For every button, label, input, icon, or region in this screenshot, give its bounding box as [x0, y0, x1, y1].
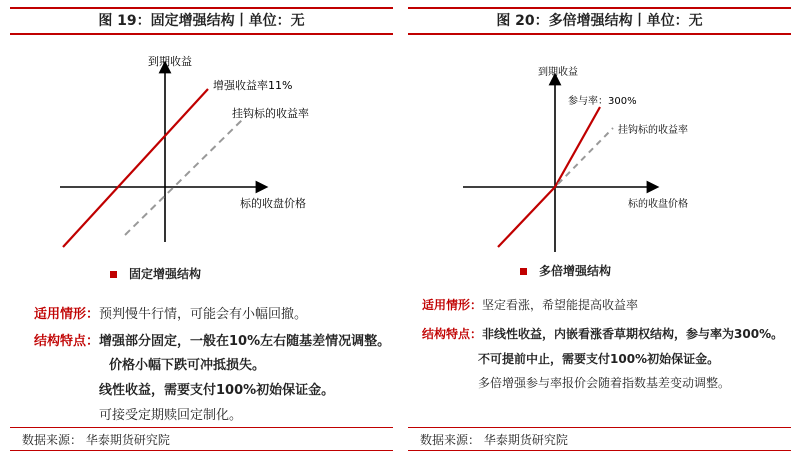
data-source: 数据来源： 华泰期货研究院	[408, 427, 791, 451]
underlying-return-line	[558, 128, 613, 184]
feature-item: 价格小幅下跌可冲抵损失。	[109, 358, 266, 373]
scenario-label: 适用情形：	[422, 298, 483, 312]
legend: 多倍增强结构	[520, 262, 611, 279]
scenario-text: 坚定看涨，希望能提高收益率	[482, 298, 639, 312]
diagram-fixed-enhancement	[10, 37, 393, 277]
legend-square-icon	[520, 268, 527, 275]
scenario-text: 预判慢牛行情，可能会有小幅回撤。	[99, 307, 308, 322]
underlying-return-label: 挂钩标的收益率	[232, 107, 309, 120]
features-label: 结构特点：	[34, 334, 100, 349]
feature-item: 可接受定期赎回定制化。	[99, 408, 243, 423]
legend: 固定增强结构	[110, 265, 201, 282]
participation-rate-label: 参与率：300%	[568, 96, 637, 107]
x-axis-label: 标的收盘价格	[240, 197, 306, 210]
x-axis-label: 标的收盘价格	[628, 199, 688, 210]
scenario-row	[34, 303, 307, 322]
y-axis-label: 到期收益	[148, 55, 192, 68]
feature-item: 多倍增强参与率报价会随着指数基差变动调整。	[478, 376, 731, 390]
feature-item: 不可提前中止，需要支付100%初始保证金。	[478, 352, 720, 366]
figure-title: 图 19：固定增强结构丨单位：无	[10, 7, 393, 35]
features-label: 结构特点：	[422, 327, 483, 341]
legend-square-icon	[110, 271, 117, 278]
features-row	[422, 325, 783, 342]
underlying-return-line	[125, 120, 242, 235]
panel-fixed-enhancement	[10, 7, 393, 453]
figure-title: 图 20：多倍增强结构丨单位：无	[408, 7, 791, 35]
feature-item: 线性收益，需要支付100%初始保证金。	[99, 383, 335, 398]
diagram-multiple-enhancement	[408, 37, 791, 267]
feature-item: 非线性收益，内嵌看涨香草期权结构，参与率为300%。	[482, 327, 784, 341]
y-axis-label: 到期收益	[538, 67, 578, 78]
scenario-label: 适用情形：	[34, 307, 100, 322]
feature-item: 增强部分固定，一般在10%左右随基差情况调整。	[99, 334, 391, 349]
features-row	[34, 330, 390, 349]
scenario-row	[422, 296, 638, 313]
enhanced-return-label: 增强收益率11%	[213, 79, 293, 92]
underlying-return-label: 挂钩标的收益率	[618, 125, 688, 136]
panel-multiple-enhancement	[408, 7, 791, 453]
participation-return-line	[498, 107, 600, 247]
data-source: 数据来源： 华泰期货研究院	[10, 427, 393, 451]
